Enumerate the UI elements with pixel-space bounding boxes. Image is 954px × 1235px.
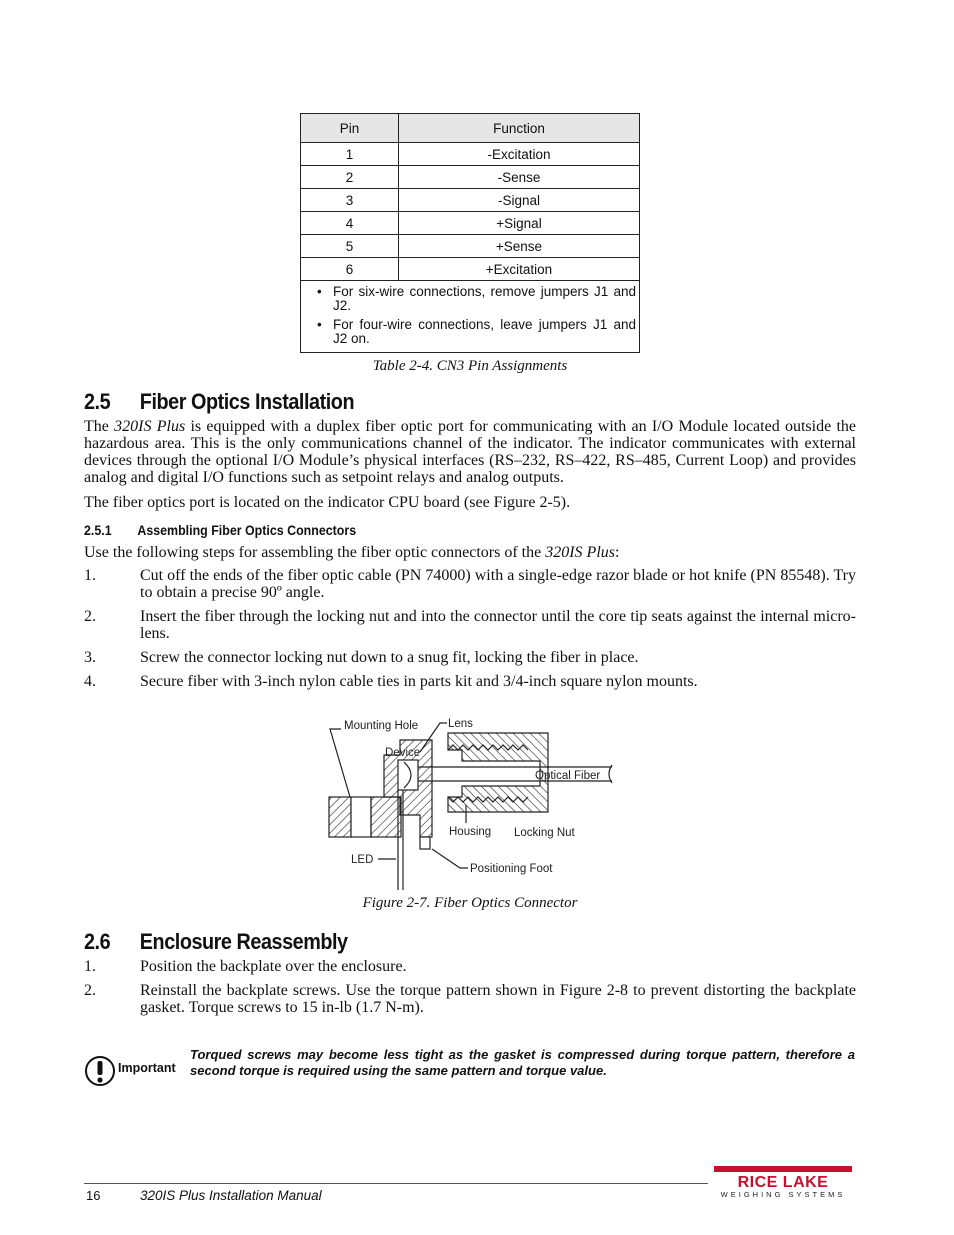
section-2-5-paragraph: The 320IS Plus is equipped with a duplex fiber optic port for communicating with an I/O Module located outside the hazardous area. This is the only communications channel of the indicator. The indicator communicates with external devices through the optional I/O Module’s physical interfaces (RS–232, RS–422, RS–485, Current Loop) and provides analog and digital I/O functions such as setpoint relays and analog outputs. (84, 418, 856, 486)
pin-cell: 2 (301, 166, 399, 189)
table-note: • For six-wire connections, remove jumpers J1 and J2. (317, 284, 636, 313)
pin-cell: 3 (301, 189, 399, 212)
footer-title: 320IS Plus Installation Manual (140, 1188, 322, 1203)
logo-main-text: RICE LAKE (737, 1174, 829, 1191)
logo-sub-text: WEIGHING SYSTEMS (720, 1190, 846, 1199)
section-heading-2-5: 2.5 Fiber Optics Installation (84, 389, 355, 414)
fiber-end (609, 765, 612, 783)
pin-cell: 1 (301, 143, 399, 166)
function-cell: +Signal (399, 212, 640, 235)
section-heading-2-5-1: 2.5.1 Assembling Fiber Optics Connectors (84, 523, 357, 538)
important-text: Torqued screws may become less tight as the gasket is compressed during torque pattern, therefore a second torque is required using the same pattern and torque value. (190, 1047, 855, 1078)
label-optical-fiber: Optical Fiber (535, 770, 601, 782)
label-device: Device (385, 747, 421, 759)
label-mounting-hole: Mounting Hole (344, 720, 419, 732)
pin-cell: 6 (301, 258, 399, 281)
mount-block-left (329, 797, 351, 837)
mount-block-right (371, 797, 401, 837)
figure-caption: Figure 2-7. Fiber Optics Connector (362, 895, 578, 911)
leader-positioning-foot (432, 849, 468, 868)
footer-rule (84, 1183, 708, 1184)
leader-mounting-hole (330, 729, 350, 797)
table-note: • For four-wire connections, leave jumpers J1 and J2 on. (317, 317, 636, 346)
column-header-pin: Pin (301, 114, 399, 143)
important-label: Important (118, 1061, 176, 1075)
function-cell: -Sense (399, 166, 640, 189)
table-caption: Table 2-4. CN3 Pin Assignments (372, 358, 568, 374)
function-cell: -Signal (399, 189, 640, 212)
label-locking-nut: Locking Nut (514, 827, 575, 839)
section-2-5-paragraph-2: The fiber optics port is located on the indicator CPU board (see Figure 2-5). (84, 494, 571, 511)
important-icon (84, 1055, 116, 1087)
label-led: LED (351, 854, 374, 866)
pin-cell: 5 (301, 235, 399, 258)
function-cell: +Sense (399, 235, 640, 258)
column-header-function: Function (399, 114, 640, 143)
section-heading-2-6: 2.6 Enclosure Reassembly (84, 929, 348, 954)
positioning-foot (420, 837, 430, 849)
label-housing: Housing (449, 826, 492, 838)
function-cell: +Excitation (399, 258, 640, 281)
rice-lake-logo (714, 1166, 852, 1200)
pin-cell: 4 (301, 212, 399, 235)
page-number: 16 (86, 1188, 101, 1203)
function-cell: -Excitation (399, 143, 640, 166)
mounting-hole (351, 797, 371, 837)
section-2-5-1-intro: Use the following steps for assembling the fiber optic connectors of the 320IS Plus: (84, 544, 620, 561)
label-positioning-foot: Positioning Foot (470, 863, 553, 875)
label-lens: Lens (448, 718, 473, 730)
